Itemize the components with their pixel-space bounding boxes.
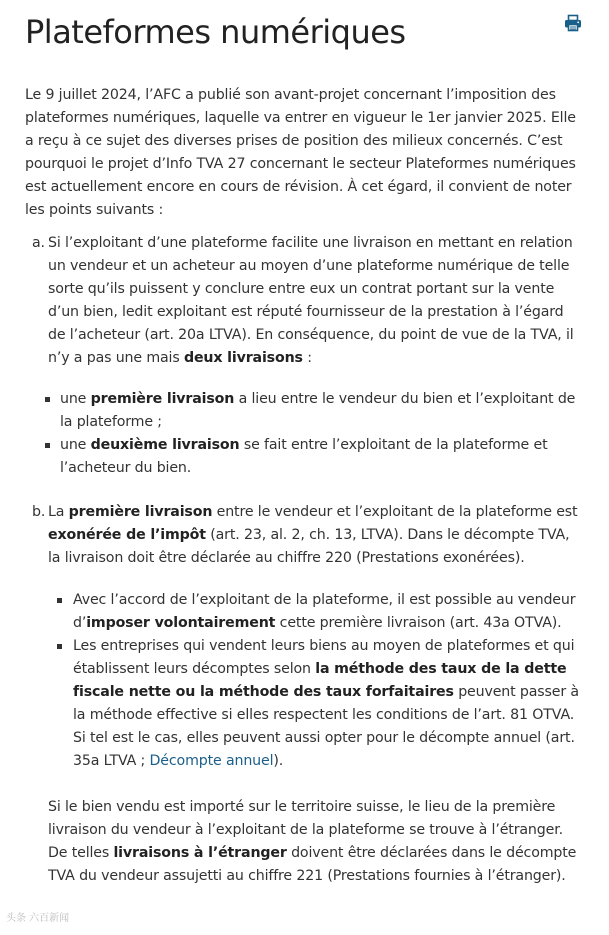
print-button[interactable] <box>564 14 582 32</box>
point-a-bullets <box>48 388 585 480</box>
point-a-paragraph <box>48 232 585 370</box>
square-bullet-icon <box>57 598 62 603</box>
point-b-marker: b. <box>32 504 46 520</box>
point-b-bullets <box>48 589 585 773</box>
list-item <box>48 388 585 434</box>
watermark: 头条 六百新闻 <box>6 913 70 924</box>
bullet-text: une <box>60 391 91 407</box>
page-title: Plateformes numériques <box>25 13 406 51</box>
point-a <box>25 232 585 480</box>
bullet-text-end: a lieu entre le vendeur du bien et l’exploitant de la plateforme ; <box>60 391 576 430</box>
point-a-text: Si l’exploitant d’une plateforme facilite une livraison en mettant en relation un vendeur et un acheteur au moyen d’une plateforme numérique de telle sorte qu’ils puissent y conclure entre eux un contrat portant sur la vente d’un bien, ledit exploitant est réputé fournisseur de la prestation à l’égard de l’acheteur (art. 20a LTVA). En conséquence, du point de vue de la TVA, il n’y a pas une mais <box>48 235 574 366</box>
bullet-text-end: cette première livraison (art. 43a OTVA). <box>275 615 562 631</box>
square-bullet-icon <box>45 443 50 448</box>
bullet-text: Les entreprises qui vendent leurs biens au moyen de plateformes et qui établissent leurs décomptes selon <box>73 638 575 677</box>
points-list <box>25 232 585 888</box>
point-b <box>25 501 585 888</box>
point-a-text-end: : <box>302 350 312 366</box>
point-a-bold: deux livraisons <box>183 350 303 366</box>
bullet-bold: deuxième livraison <box>90 437 240 453</box>
intro-paragraph: Le 9 juillet 2024, l’AFC a publié son avant-projet concernant l’imposition des plateformes numériques, laquelle va entrer en vigueur le 1er janvier 2025. Elle a reçu à ce sujet des diverses prises de position des milieux concernés. C’est pourquoi le projet d’Info TVA 27 concernant le secteur Plateformes numériques est actuellement encore en cours de révision. À cet égard, il convient de noter les points suivants : <box>25 87 576 218</box>
point-b-text: La <box>48 504 69 520</box>
point-b-bold-2: exonérée de l’impôt <box>48 527 206 543</box>
bullet-text: une <box>60 437 91 453</box>
import-bold: livraisons à l’étranger <box>113 845 287 861</box>
bullet-text-end: peuvent passer à la méthode effective si elles respectent les conditions de l’art. 81 OTVA. Si tel est le cas, elles peuvent aussi opter pour le décompte annuel (art. 35a LTVA ; <box>73 684 579 769</box>
annual-statement-link[interactable]: Décompte annuel <box>149 753 274 769</box>
point-b-text-2: entre le vendeur et l’exploitant de la plateforme est <box>212 504 578 520</box>
point-b-text-3: (art. 23, al. 2, ch. 13, LTVA). Dans le décompte TVA, la livraison doit être déclarée au chiffre 220 (Prestations exonérées). <box>48 527 570 566</box>
bullet-text-close: ). <box>273 753 284 769</box>
point-a-marker: a. <box>32 235 45 251</box>
point-b-bold: première livraison <box>68 504 213 520</box>
import-paragraph <box>48 796 585 888</box>
bullet-text-end: se fait entre l’exploitant de la plateforme et l’acheteur du bien. <box>60 437 548 476</box>
bullet-bold: première livraison <box>90 391 235 407</box>
import-text: Si le bien vendu est importé sur le territoire suisse, le lieu de la première livraison du vendeur à l’exploitant de la plateforme se trouve à l’étranger. De telles <box>48 799 563 861</box>
import-text-end: doivent être déclarées dans le décompte TVA du vendeur assujetti au chiffre 221 (Prestations fournies à l’étranger). <box>48 845 577 884</box>
list-item <box>48 434 585 480</box>
article-body <box>25 84 585 888</box>
list-item <box>48 589 585 635</box>
list-item <box>48 635 585 773</box>
square-bullet-icon <box>45 397 50 402</box>
bullet-bold: imposer volontairement <box>86 615 276 631</box>
square-bullet-icon <box>57 644 62 649</box>
printer-icon <box>564 14 582 32</box>
bullet-bold: la méthode des taux de la dette fiscale nette ou la méthode des taux forfaitaires <box>73 661 567 700</box>
bullet-text: Avec l’accord de l’exploitant de la plateforme, il est possible au vendeur d’ <box>73 592 576 631</box>
point-b-paragraph <box>48 501 585 570</box>
